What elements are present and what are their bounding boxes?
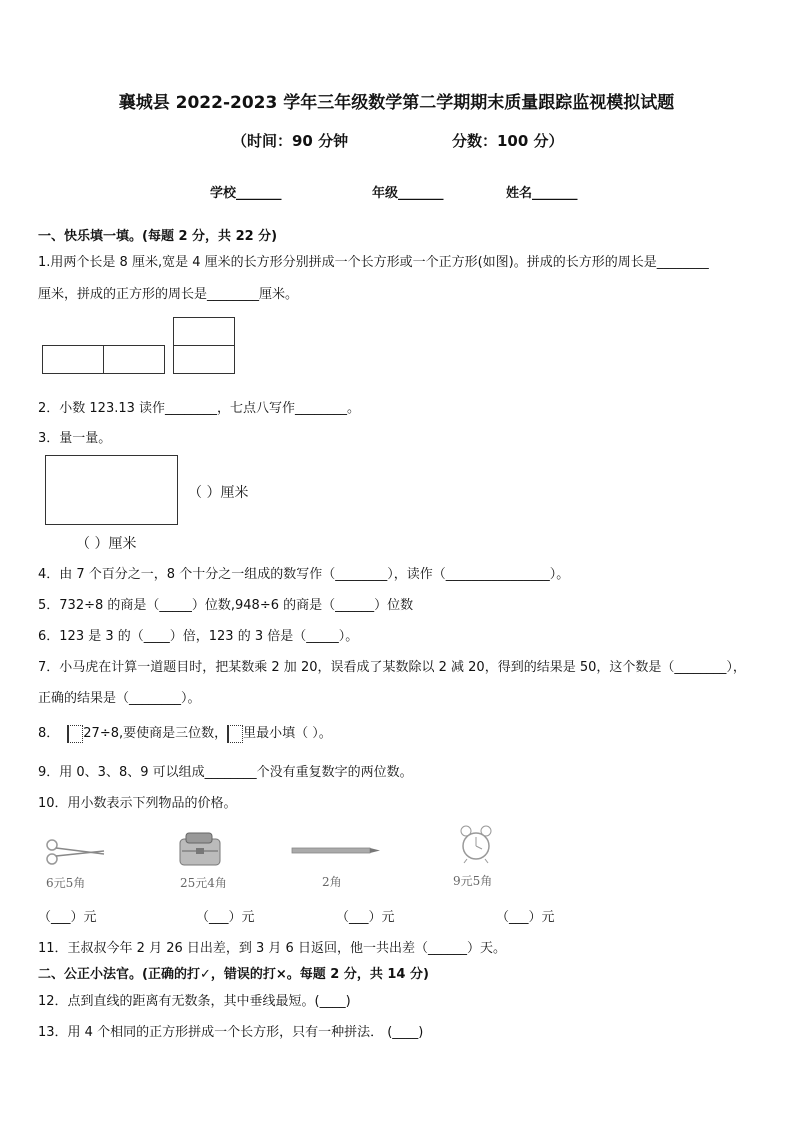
scissors-icon	[44, 836, 108, 868]
question-11: 11．王叔叔今年 2 月 26 日出差，到 3 月 6 日返回，他一共出差（______）天。	[38, 941, 506, 956]
question-8	[38, 722, 332, 743]
item-1-price: 6元5角	[46, 876, 86, 890]
bag-icon	[176, 831, 224, 867]
item-1-answer[interactable]: （___）元	[38, 910, 97, 925]
school-field[interactable]: 学校_______	[210, 186, 282, 201]
question-6: 6．123 是 3 的（____）倍，123 的 3 倍是（_____）。	[38, 629, 359, 644]
item-3-answer[interactable]: （___）元	[336, 910, 395, 925]
question-8-text: 27÷8,要使商是三位数，	[83, 726, 228, 741]
exam-score: 分数：100 分）	[452, 132, 564, 150]
item-3-price: 2角	[322, 875, 342, 889]
rectangle-figure-right	[103, 345, 165, 374]
question-4: 4．由 7 个百分之一，8 个十分之一组成的数写作（________），读作（________________）。	[38, 567, 570, 582]
question-8-answer[interactable]: 里最小填（ ）。	[243, 726, 332, 741]
page-title: 襄城县 2022-2023 学年三年级数学第二学期期末质量跟踪监视模拟试题	[118, 93, 675, 113]
question-2: 2．小数 123.13 读作________，七点八写作________。	[38, 401, 361, 416]
pencil-icon	[290, 846, 382, 856]
square-figure-bottom	[173, 345, 235, 374]
item-4-answer[interactable]: （___）元	[496, 910, 555, 925]
blank-box-icon	[67, 725, 83, 743]
section-1-heading: 一、快乐填一填。(每题 2 分，共 22 分)	[38, 229, 278, 244]
item-2-price: 25元4角	[180, 876, 227, 890]
question-13: 13．用 4 个相同的正方形拼成一个长方形，只有一种拼法． (____)	[38, 1025, 424, 1040]
question-7-line-2: 正确的结果是（________）。	[38, 691, 201, 706]
grade-field[interactable]: 年级_______	[372, 186, 444, 201]
question-9: 9．用 0、3、8、9 可以组成________个没有重复数字的两位数。	[38, 765, 413, 780]
question-12: 12．点到直线的距离有无数条，其中垂线最短。(____)	[38, 994, 351, 1009]
question-5: 5．732÷8 的商是（_____）位数,948÷6 的商是（______）位数	[38, 598, 414, 613]
name-field[interactable]: 姓名_______	[506, 186, 578, 201]
blank-box-icon	[227, 725, 243, 743]
question-10: 10．用小数表示下列物品的价格。	[38, 796, 237, 811]
section-2-heading: 二、公正小法官。(正确的打✓，错误的打×。每题 2 分，共 14 分)	[38, 967, 429, 982]
alarm-clock-icon	[458, 824, 494, 864]
item-2-answer[interactable]: （___）元	[196, 910, 255, 925]
question-1-line-2: 厘米，拼成的正方形的周长是________厘米。	[38, 287, 299, 302]
measure-rectangle	[45, 455, 178, 525]
square-figure-top	[173, 317, 235, 346]
question-7-line-1: 7．小马虎在计算一道题目时，把某数乘 2 加 20，误看成了某数除以 2 减 20，得到的结果是 50，这个数是（________），	[38, 660, 746, 675]
rectangle-figure-left	[42, 345, 104, 374]
exam-time: （时间：90 分钟	[232, 132, 349, 150]
question-8-number: 8．	[38, 726, 60, 741]
question-3-length-answer[interactable]: （ ）厘米	[76, 536, 137, 552]
item-4-price: 9元5角	[453, 874, 493, 888]
question-3: 3．量一量。	[38, 431, 112, 446]
question-1-line-1: 1.用两个长是 8 厘米,宽是 4 厘米的长方形分别拼成一个长方形或一个正方形(如图)。拼成的长方形的周长是________	[38, 255, 709, 270]
question-3-width-answer[interactable]: （ ）厘米	[188, 485, 249, 501]
